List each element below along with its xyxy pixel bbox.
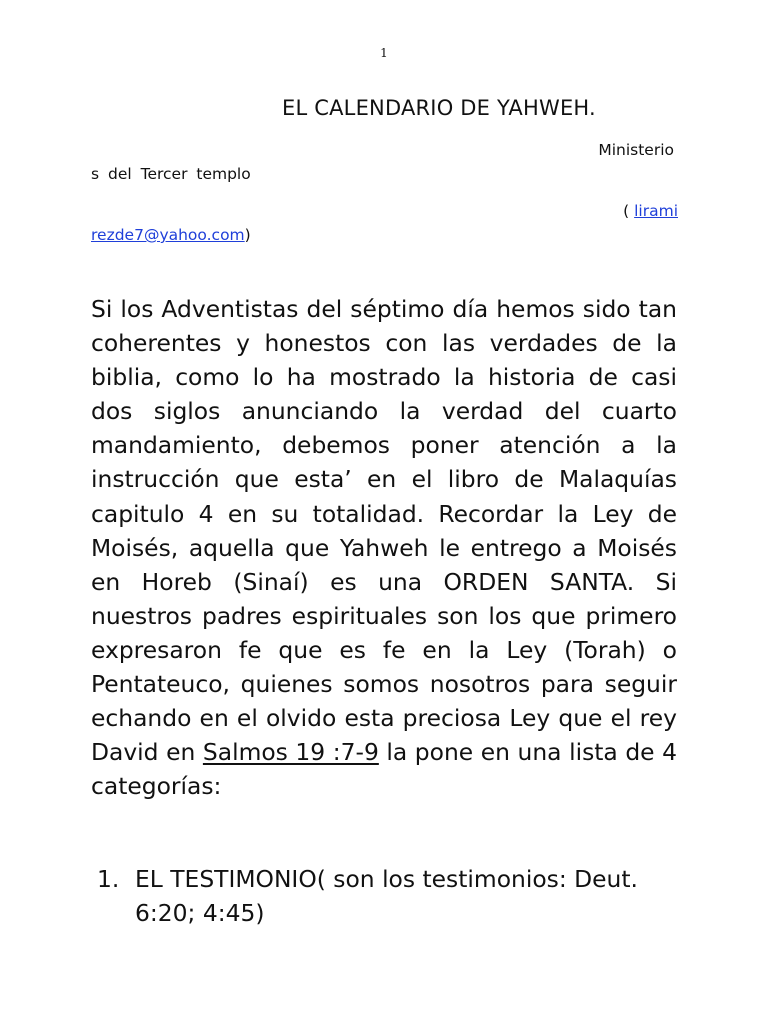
list-item-marker: 1. xyxy=(97,865,120,893)
list-item-text: EL TESTIMONIO( son los testimonios: Deut. 6:20; 4:45) xyxy=(135,865,638,928)
list-item xyxy=(97,862,677,930)
email-link-part-2[interactable]: rezde7@yahoo.com xyxy=(91,226,245,244)
scripture-reference-link[interactable]: Salmos 19 :7-9 xyxy=(202,738,379,767)
body-paragraph xyxy=(91,292,677,803)
affiliation-line-1: Ministerio xyxy=(598,141,674,159)
contact-prefix: ( xyxy=(623,202,635,220)
contact-line-2 xyxy=(91,226,251,244)
email-link-part-1[interactable]: lirami xyxy=(634,202,678,220)
page-number: 1 xyxy=(380,46,388,60)
contact-suffix: ) xyxy=(244,226,251,244)
affiliation-line-2: s del Tercer templo xyxy=(91,165,251,183)
contact-line-1 xyxy=(623,202,678,220)
body-text-before-reference: Si los Adventistas del séptimo día hemos sido tan coherentes y honestos con las verdades de la biblia, como lo ha mostrado la historia de casi dos siglos anunciando la verdad del cuarto mandamiento, debemos poner atención a la instrucción que esta’ en el libro de Malaquías capitulo 4 en su totalidad. Recordar la Ley de Moisés, aquella que Yahweh le entrego a Moisés en Horeb (Sinaí) es una ORDEN SANTA. Si nuestros padres espirituales son los que primero expresaron fe que es fe en la Ley (Torah) o Pentateuco, quienes somos nosotros para seguir echando en el olvido esta preciosa Ley que el rey David en xyxy=(91,295,677,767)
category-list xyxy=(97,862,677,930)
body-text-after-reference: la pone en una lista de 4 categorías: xyxy=(91,738,678,801)
document-title: EL CALENDARIO DE YAHWEH. xyxy=(282,96,596,120)
